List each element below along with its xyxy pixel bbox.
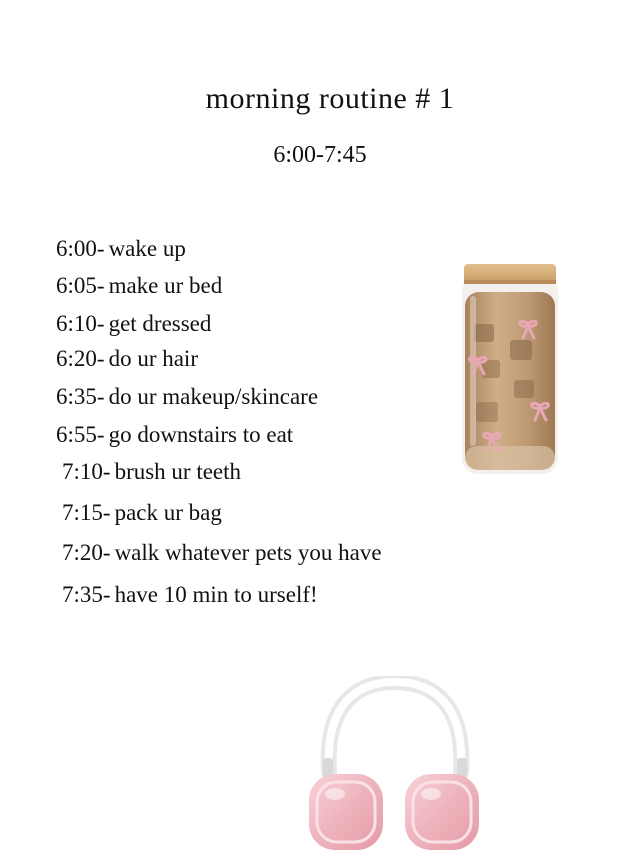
schedule-time: 6:00- [56,236,105,261]
iced-coffee-glass-icon [452,262,568,480]
schedule-time: 6:20- [56,346,105,371]
schedule-time: 7:35- [62,582,111,607]
schedule-item [56,273,222,299]
schedule-item [56,422,293,448]
schedule-time: 6:35- [56,384,105,409]
pink-headphones-icon [305,676,485,852]
schedule-item [56,236,186,262]
schedule-time: 7:10- [62,459,111,484]
schedule-time: 6:55- [56,422,105,447]
time-range: 6:00-7:45 [273,142,367,168]
schedule-item [56,346,198,372]
schedule-time: 6:10- [56,311,105,336]
schedule-item [56,311,211,337]
schedule-task: do ur makeup/skincare [108,384,319,409]
schedule-time: 7:20- [62,540,111,565]
schedule-time: 7:15- [62,500,111,525]
schedule-task: brush ur teeth [114,459,242,484]
schedule-item [62,582,318,608]
schedule-task: have 10 min to urself! [114,582,318,607]
schedule-task: make ur bed [108,273,223,298]
schedule-task: do ur hair [108,346,198,371]
schedule-item [56,384,318,410]
schedule-task: go downstairs to eat [108,422,294,447]
schedule-time: 6:05- [56,273,105,298]
schedule-task: wake up [108,236,186,261]
schedule-item [62,459,241,485]
schedule-task: pack ur bag [114,500,222,525]
schedule-task: walk whatever pets you have [114,540,382,565]
schedule-task: get dressed [108,311,212,336]
page-title: morning routine # 1 [205,82,455,115]
schedule-item [62,500,222,526]
schedule-item [62,540,382,566]
